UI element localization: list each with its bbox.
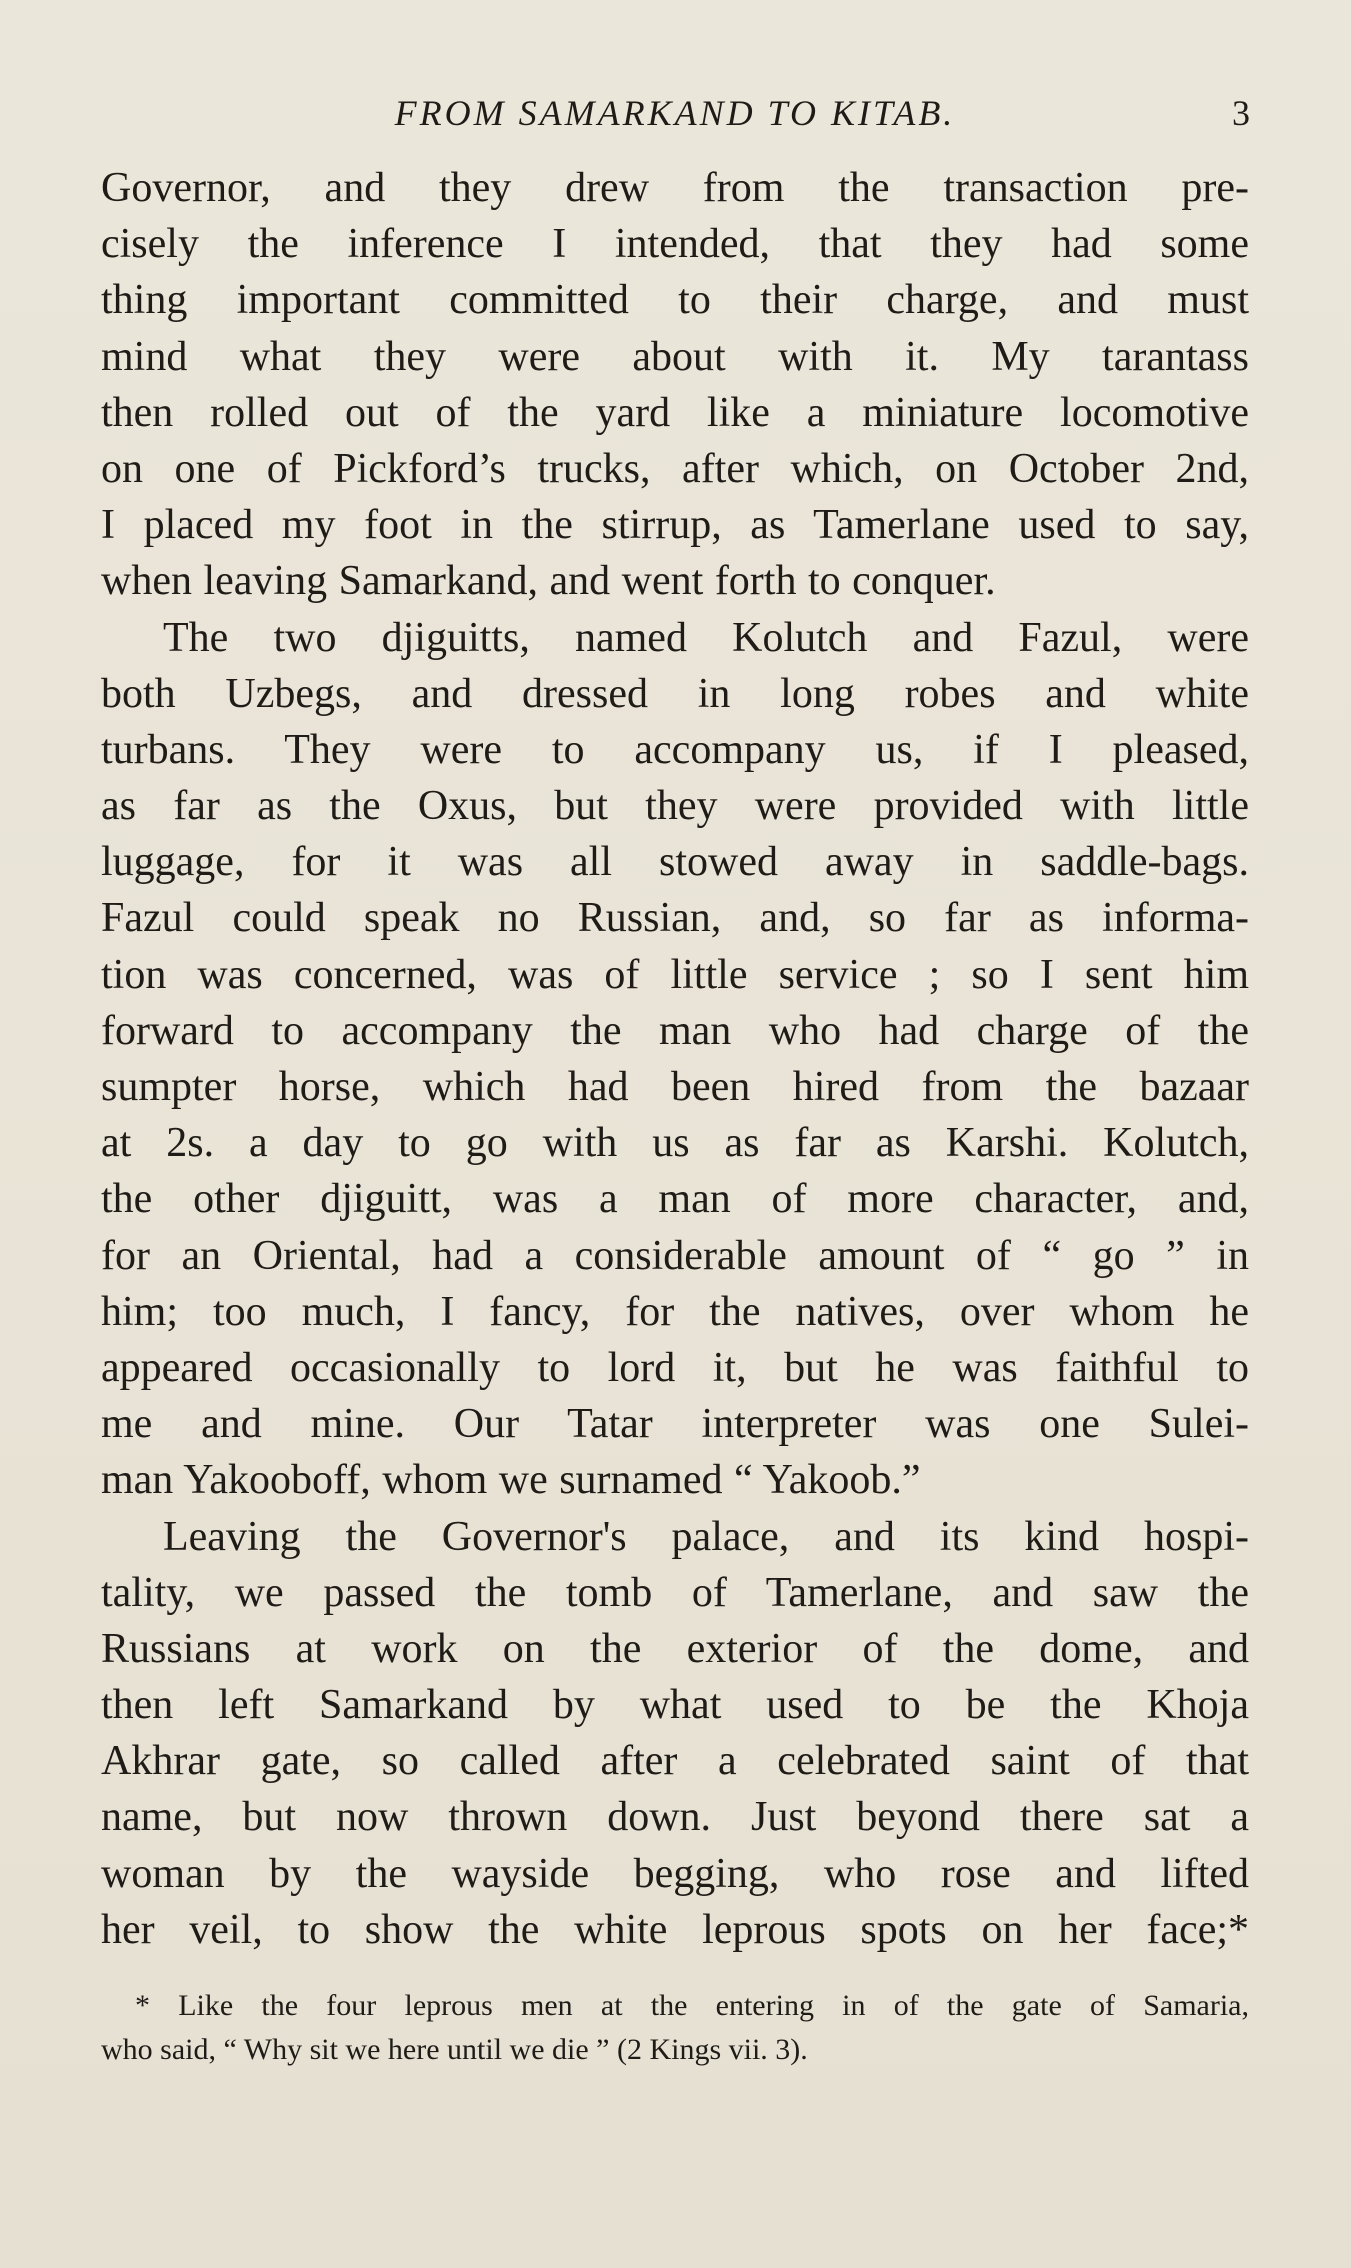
text-line: sumpter horse, which had been hired from the bazaar xyxy=(101,1064,1249,1110)
running-head xyxy=(100,88,1250,138)
text-line: appeared occasionally to lord it, but he was faithful to xyxy=(101,1344,1249,1391)
text-line: then left Samarkand by what used to be the Khoja xyxy=(101,1682,1249,1729)
text-line: woman by the wayside begging, who rose and lifted xyxy=(101,1850,1249,1897)
text-line: at 2s. a day to go with us as far as Karshi. Kolutch, xyxy=(101,1120,1249,1167)
text-line: man Yakooboff, whom we surnamed “ Yakoob.” xyxy=(101,1457,921,1504)
text-line: thing important committed to their charge, and must xyxy=(101,277,1249,324)
text-line: tality, we passed the tomb of Tamerlane, and saw the xyxy=(101,1569,1249,1616)
text-line: me and mine. Our Tatar interpreter was one Sulei- xyxy=(101,1401,1249,1448)
text-line: The two djiguitts, named Kolutch and Fazul, were xyxy=(163,614,1249,661)
text-line: Leaving the Governor's palace, and its kind hospi- xyxy=(163,1513,1249,1560)
text-line: the other djiguitt, was a man of more character, and, xyxy=(101,1176,1249,1223)
page-number: 3 xyxy=(1232,93,1250,133)
text-line: him; too much, I fancy, for the natives, over whom he xyxy=(101,1288,1249,1335)
text-line: as far as the Oxus, but they were provided with little xyxy=(101,783,1249,830)
text-line: I placed my foot in the stirrup, as Tamerlane used to say, xyxy=(101,502,1249,549)
text-line: then rolled out of the yard like a miniature locomotive xyxy=(101,389,1249,436)
text-line: Governor, and they drew from the transaction pre- xyxy=(101,165,1249,211)
text-line: turbans. They were to accompany us, if I pleased, xyxy=(101,726,1249,773)
footnote-line: * Like the four leprous men at the entering in of the gate of Samaria, xyxy=(135,1989,1249,2022)
footnote-line: who said, “ Why sit we here until we die ” (2 Kings vii. 3). xyxy=(101,2033,808,2066)
body-text xyxy=(101,160,1249,1958)
text-line: her veil, to show the white leprous spots on her face;* xyxy=(101,1906,1249,1953)
text-line: Russians at work on the exterior of the dome, and xyxy=(101,1625,1249,1672)
text-line: forward to accompany the man who had charge of the xyxy=(101,1007,1249,1054)
text-line: for an Oriental, had a considerable amount of “ go ” in xyxy=(101,1232,1249,1279)
text-line: on one of Pickford’s trucks, after which, on October 2nd, xyxy=(101,445,1249,492)
text-line: when leaving Samarkand, and went forth to conquer. xyxy=(101,558,996,605)
text-line: cisely the inference I intended, that they had some xyxy=(101,221,1249,268)
text-line: Akhrar gate, so called after a celebrated saint of that xyxy=(101,1738,1249,1785)
text-line: Fazul could speak no Russian, and, so far as informa- xyxy=(101,895,1249,942)
text-line: mind what they were about with it. My tarantass xyxy=(101,333,1249,380)
text-line: name, but now thrown down. Just beyond there sat a xyxy=(101,1794,1249,1841)
text-line: both Uzbegs, and dressed in long robes and white xyxy=(101,670,1249,717)
footnote xyxy=(101,1984,1249,2072)
running-title: FROM SAMARKAND TO KITAB. xyxy=(394,93,956,133)
text-line: tion was concerned, was of little service ; so I sent him xyxy=(101,951,1249,998)
text-line: luggage, for it was all stowed away in saddle-bags. xyxy=(101,839,1249,886)
